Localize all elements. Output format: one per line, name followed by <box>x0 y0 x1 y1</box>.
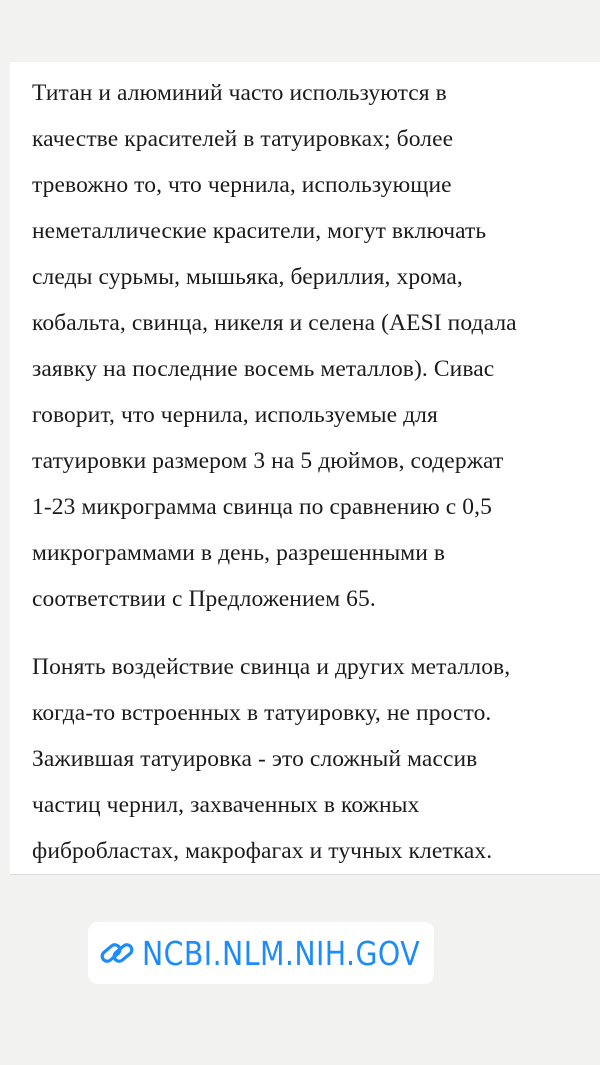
article-paragraph-2: Понять воздействие свинца и других металлов, когда-то встроенных в татуировку, не просто. Зажившая татуировка - это сложный массив частиц чернил, захваченных в кожных фибробластах, макрофагах и тучных клетках. <box>32 654 511 864</box>
link-sticker[interactable] <box>88 922 434 984</box>
article-card <box>10 62 600 874</box>
link-label: NCBI.NLM.NIH.GOV <box>142 933 421 973</box>
article-paragraph-1: Титан и алюминий часто используются в качестве красителей в татуировках; более тревожно то, что чернила, использующие неметаллические красители, могут включать следы сурьмы, мышьяка, бериллия, хрома, кобальта, свинца, никеля и селена (AESI подала заявку на последние восемь металлов). Сивас говорит, что чернила, используемые для татуировки размером 3 на 5 дюймов, содержат 1-23 микрограмма свинца по сравнению с 0,5 микрограммами в день, разрешенными в соответствии с Предложением 65. <box>32 80 517 612</box>
link-icon <box>98 938 138 968</box>
